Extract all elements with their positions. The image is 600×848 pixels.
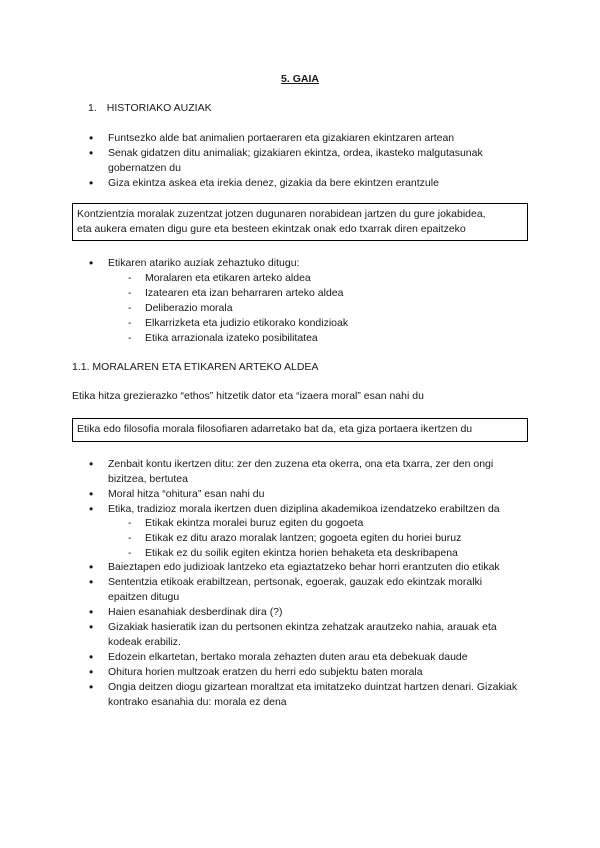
box-line: Etika edo filosofia morala filosofiaren adarretako bat da, eta giza portaera ikertzen du — [77, 423, 473, 435]
box-line: eta aukera ematen digu gure eta besteen ekintzak onak edo txarrak diren epaitzeko — [77, 223, 466, 235]
section-1-1-heading: 1.1. MORALAREN ETA ETIKAREN ARTEKO ALDEA — [72, 361, 319, 373]
sub-item: - Etikak ez du soilik egiten ekintza horien behaketa eta deskribapena — [128, 546, 528, 561]
page-title: 5. GAIA — [281, 73, 319, 85]
list-item: • Funtsezko alde bat animalien portaeraren eta gizakiaren ekintzaren artean — [84, 131, 524, 146]
ethics-bullet-list-a — [84, 457, 524, 517]
list-item: • Baieztapen edo judizioak lantzeko eta egiaztatzeko behar horri erantzuten dio etikak — [84, 560, 524, 575]
section-1-number: 1. — [88, 102, 97, 114]
ethos-intro: Etika hitza grezierazko “ethos” hitzetik dator eta “izaera moral” esan nahi du — [72, 390, 424, 402]
topics-list — [84, 256, 524, 271]
section-1-heading — [88, 101, 212, 116]
list-item: • Sententzia etikoak erabiltzean, pertsonak, egoerak, gauzak edo ekintzak moralki epaitzen ditugu — [84, 575, 524, 605]
list-item: • Zenbait kontu ikertzen ditu: zer den zuzena eta okerra, ona eta txarra, zer den ongi bizitzea, bertutea — [84, 457, 524, 487]
box-line: Kontzientzia moralak zuzentzat jotzen dugunaren norabidean jartzen du gure jokabidea, — [77, 208, 486, 220]
sub-item: - Etikak ez ditu arazo moralak lantzen; gogoeta egiten du horiei buruz — [128, 531, 528, 546]
ethics-sublist — [128, 516, 528, 561]
list-item: • Giza ekintza askea eta irekia denez, gizakia da bere ekintzen erantzule — [84, 176, 524, 191]
ethics-definition-box — [72, 418, 528, 442]
topics-intro: • Etikaren atariko auziak zehaztuko ditugu: — [84, 256, 524, 271]
topic-item: - Deliberazio morala — [128, 301, 508, 316]
topics-sublist — [128, 271, 508, 346]
topic-item: - Izatearen eta izan beharraren arteko aldea — [128, 286, 508, 301]
section-1-bullet-list — [84, 131, 524, 191]
list-item: • Edozein elkartetan, bertako morala zehazten duten arau eta debekuak daude — [84, 650, 524, 665]
conscience-definition-box — [72, 203, 528, 241]
topic-item: - Etika arrazionala izateko posibilitatea — [128, 331, 508, 346]
list-item: • Etika, tradizioz morala ikertzen duen diziplina akademikoa izendatzeko erabiltzen da — [84, 502, 524, 517]
list-item: • Moral hitza “ohitura” esan nahi du — [84, 487, 524, 502]
topic-item: - Moralaren eta etikaren arteko aldea — [128, 271, 508, 286]
list-item: • Ongia deitzen diogu gizartean moraltzat eta imitatzeko duintzat hartzen denari. Gizakiak kontrako esanahia du: morala ez dena — [84, 680, 524, 710]
sub-item: - Etikak ekintza moralei buruz egiten du gogoeta — [128, 516, 528, 531]
ethics-bullet-list-b — [84, 560, 524, 710]
list-item: • Gizakiak hasieratik izan du pertsonen ekintza zehatzak arautzeko nahia, arauak eta kodeak erabiliz. — [84, 620, 524, 650]
section-1-title: HISTORIAKO AUZIAK — [106, 102, 212, 114]
list-item: • Haien esanahiak desberdinak dira (?) — [84, 605, 524, 620]
list-item: • Senak gidatzen ditu animaliak; gizakiaren ekintza, ordea, ikasteko malgutasunak gobernatzen du — [84, 146, 524, 176]
topic-item: - Elkarrizketa eta judizio etikorako kondizioak — [128, 316, 508, 331]
list-item: • Ohitura horien multzoak eratzen du herri edo subjektu baten morala — [84, 665, 524, 680]
